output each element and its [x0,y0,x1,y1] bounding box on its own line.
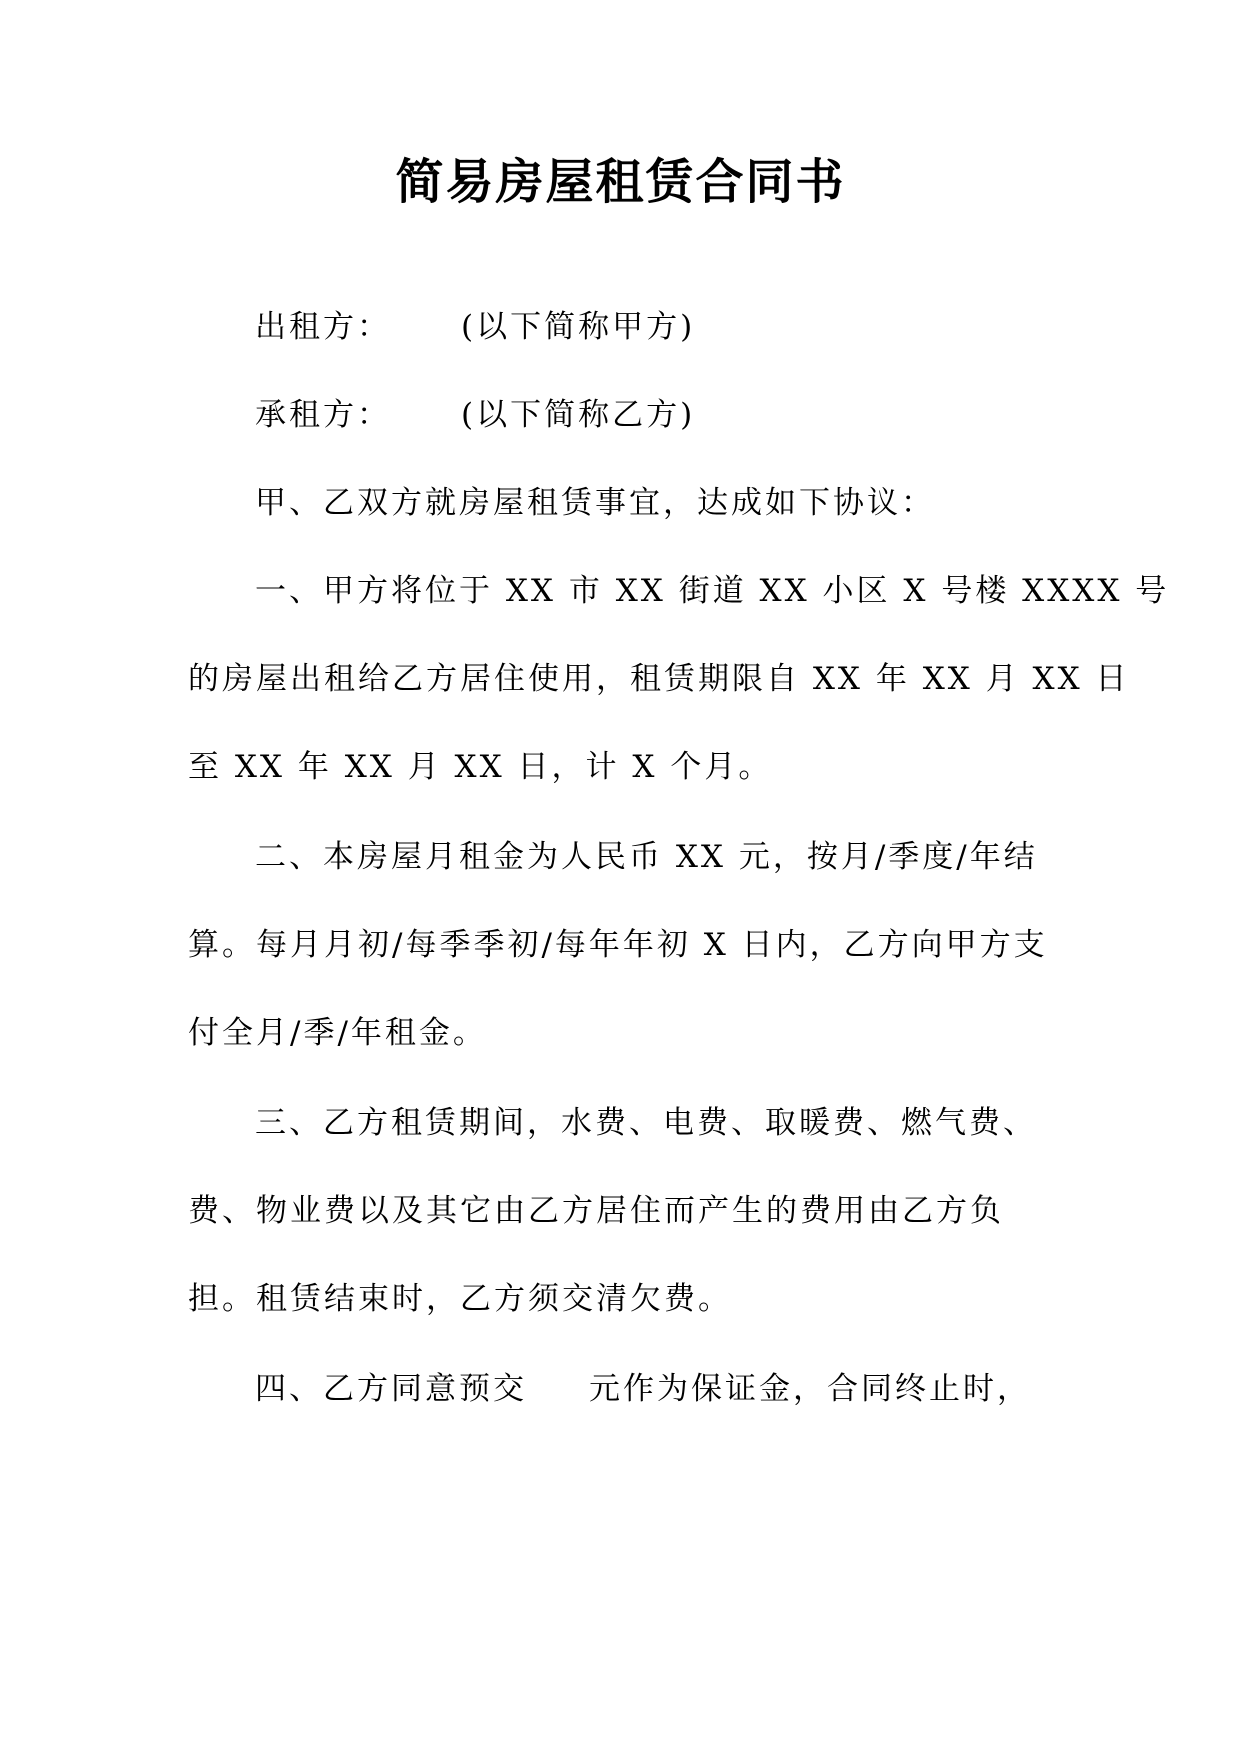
clause1-line2: 的房屋出租给乙方居住使用，租赁期限自 XX 年 XX 月 XX 日 [188,661,1130,697]
lessor-line [255,306,695,348]
clause1-line3: 至 XX 年 XX 月 XX 日，计 X 个月。 [188,749,773,785]
clause2-line1: 二、本房屋月租金为人民币 XX 元，按月/季度/年结 [255,839,1038,875]
document-title: 简易房屋租赁合同书 [395,154,846,210]
clause4-text-a: 四、乙方同意预交 [255,1371,527,1407]
clause3-line1: 三、乙方租赁期间，水费、电费、取暖费、燃气费、 [255,1105,1037,1141]
lessee-note: (以下简称乙方) [461,397,696,433]
clause2-line3: 付全月/季/年租金。 [188,1015,487,1051]
lessor-note: (以下简称甲方) [461,309,696,345]
clause4-line1 [255,1368,1031,1410]
clause1-line1: 一、甲方将位于 XX 市 XX 街道 XX 小区 X 号楼 XXXX 号 [255,573,1170,609]
lessee-label: 承租方： [255,397,391,433]
lessee-line [255,394,695,436]
lessor-label: 出租方： [255,309,391,345]
intro-line: 甲、乙双方就房屋租赁事宜，达成如下协议： [255,485,935,521]
clause4-text-b: 元作为保证金，合同终止时， [589,1371,1031,1407]
clause2-line2: 算。每月月初/每季季初/每年年初 X 日内，乙方向甲方支 [188,927,1048,963]
clause3-line3: 担。租赁结束时，乙方须交清欠费。 [188,1281,732,1317]
clause3-line2: 费、物业费以及其它由乙方居住而产生的费用由乙方负 [188,1193,1004,1229]
